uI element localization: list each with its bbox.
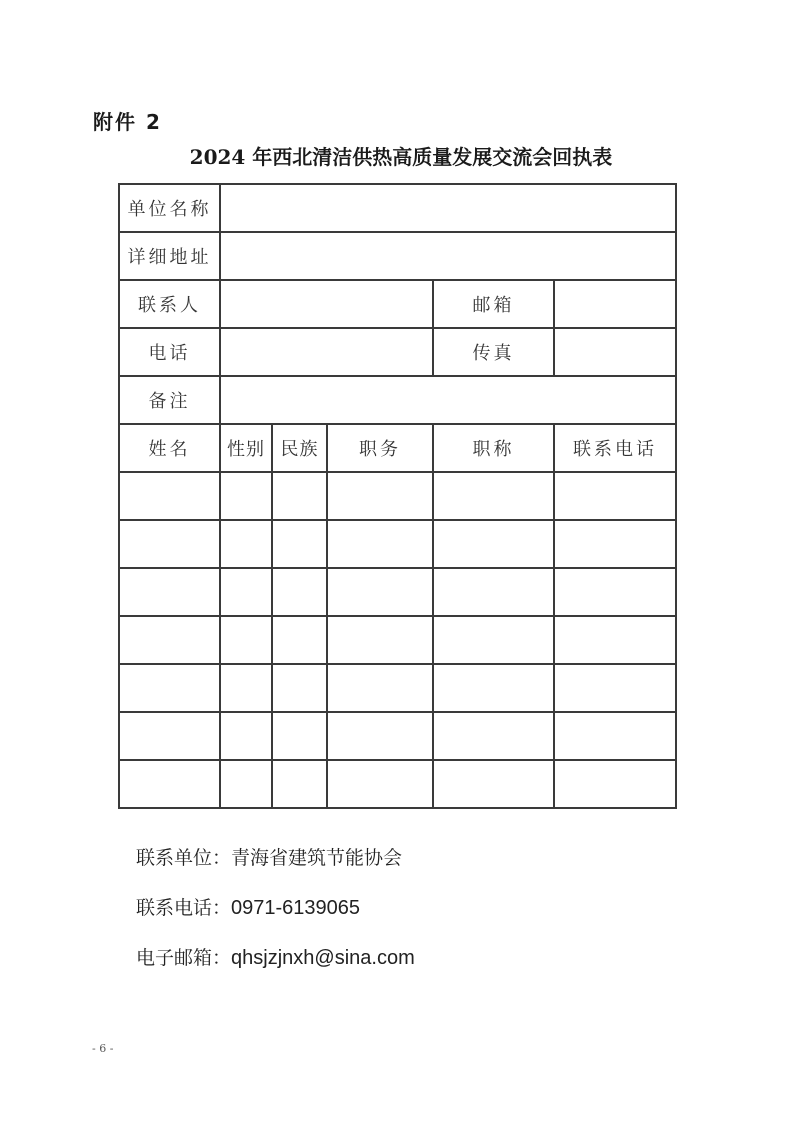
attendee-phone-cell[interactable] xyxy=(554,712,676,760)
fax-field[interactable] xyxy=(554,328,676,376)
attendee-name-cell[interactable] xyxy=(119,568,220,616)
column-header-contact-phone: 联系电话 xyxy=(554,424,676,472)
attendee-phone-cell[interactable] xyxy=(554,664,676,712)
attendee-name-cell[interactable] xyxy=(119,520,220,568)
attendee-gender-cell[interactable] xyxy=(220,664,272,712)
attendee-gender-cell[interactable] xyxy=(220,472,272,520)
attendee-ethnicity-cell[interactable] xyxy=(272,568,327,616)
column-header-gender: 性别 xyxy=(220,424,272,472)
contact-field[interactable] xyxy=(220,280,433,328)
attendee-title-cell[interactable] xyxy=(433,520,554,568)
attendee-gender-cell[interactable] xyxy=(220,760,272,808)
attendee-title-cell[interactable] xyxy=(433,760,554,808)
remark-label: 备注 xyxy=(119,376,220,424)
contact-phone-label: 联系电话： xyxy=(136,897,232,919)
attendee-title-cell[interactable] xyxy=(433,712,554,760)
attendee-gender-cell[interactable] xyxy=(220,568,272,616)
footer-contact-unit xyxy=(136,843,402,870)
column-header-ethnicity: 民族 xyxy=(272,424,327,472)
address-row xyxy=(119,232,676,280)
remark-field[interactable] xyxy=(220,376,676,424)
phone-row xyxy=(119,328,676,376)
attendee-phone-cell[interactable] xyxy=(554,520,676,568)
unit-name-field[interactable] xyxy=(220,184,676,232)
attendee-name-cell[interactable] xyxy=(119,712,220,760)
unit-name-label: 单位名称 xyxy=(119,184,220,232)
attendee-phone-cell[interactable] xyxy=(554,616,676,664)
document-title: 2024 年西北清洁供热高质量发展交流会回执表 xyxy=(189,145,613,169)
attachment-label: 附件 2 xyxy=(93,110,162,134)
attendee-header-row xyxy=(119,424,676,472)
attendee-position-cell[interactable] xyxy=(327,616,433,664)
attendee-ethnicity-cell[interactable] xyxy=(272,760,327,808)
attendee-ethnicity-cell[interactable] xyxy=(272,472,327,520)
attendee-gender-cell[interactable] xyxy=(220,616,272,664)
attendee-position-cell[interactable] xyxy=(327,664,433,712)
attendee-ethnicity-cell[interactable] xyxy=(272,616,327,664)
remark-row xyxy=(119,376,676,424)
column-header-position: 职务 xyxy=(327,424,433,472)
attendee-row xyxy=(119,664,676,712)
attendee-row xyxy=(119,616,676,664)
attendee-row xyxy=(119,712,676,760)
contact-unit-value: 青海省建筑节能协会 xyxy=(231,847,403,869)
attendee-row xyxy=(119,760,676,808)
contact-row xyxy=(119,280,676,328)
attendee-row xyxy=(119,472,676,520)
attendee-title-cell[interactable] xyxy=(433,616,554,664)
attendee-gender-cell[interactable] xyxy=(220,520,272,568)
attendee-position-cell[interactable] xyxy=(327,568,433,616)
attendee-name-cell[interactable] xyxy=(119,664,220,712)
footer-contact-email xyxy=(136,943,415,970)
attendee-name-cell[interactable] xyxy=(119,616,220,664)
column-header-name: 姓名 xyxy=(119,424,220,472)
phone-field[interactable] xyxy=(220,328,433,376)
attendee-title-cell[interactable] xyxy=(433,472,554,520)
attendee-row xyxy=(119,520,676,568)
page-number: - 6 - xyxy=(92,1042,114,1055)
address-field[interactable] xyxy=(220,232,676,280)
attendee-ethnicity-cell[interactable] xyxy=(272,664,327,712)
registration-form-table xyxy=(118,183,677,809)
attendee-position-cell[interactable] xyxy=(327,472,433,520)
attendee-position-cell[interactable] xyxy=(327,760,433,808)
fax-label: 传真 xyxy=(433,328,554,376)
phone-label: 电话 xyxy=(119,328,220,376)
email-label: 邮箱 xyxy=(433,280,554,328)
attendee-title-cell[interactable] xyxy=(433,664,554,712)
attendee-name-cell[interactable] xyxy=(119,472,220,520)
attendee-phone-cell[interactable] xyxy=(554,760,676,808)
attendee-title-cell[interactable] xyxy=(433,568,554,616)
attendee-gender-cell[interactable] xyxy=(220,712,272,760)
contact-email-value[interactable]: qhsjzjnxh@sina.com xyxy=(231,947,415,969)
footer-contact-phone xyxy=(136,893,360,920)
attendee-phone-cell[interactable] xyxy=(554,568,676,616)
attendee-position-cell[interactable] xyxy=(327,712,433,760)
attendee-ethnicity-cell[interactable] xyxy=(272,520,327,568)
attendee-ethnicity-cell[interactable] xyxy=(272,712,327,760)
contact-label: 联系人 xyxy=(119,280,220,328)
address-label: 详细地址 xyxy=(119,232,220,280)
contact-unit-label: 联系单位： xyxy=(136,847,232,869)
email-field[interactable] xyxy=(554,280,676,328)
contact-phone-value: 0971-6139065 xyxy=(231,897,361,919)
attendee-phone-cell[interactable] xyxy=(554,472,676,520)
attendee-name-cell[interactable] xyxy=(119,760,220,808)
column-header-title: 职称 xyxy=(433,424,554,472)
contact-email-label: 电子邮箱： xyxy=(136,947,232,969)
unit-name-row xyxy=(119,184,676,232)
attendee-position-cell[interactable] xyxy=(327,520,433,568)
attendee-row xyxy=(119,568,676,616)
